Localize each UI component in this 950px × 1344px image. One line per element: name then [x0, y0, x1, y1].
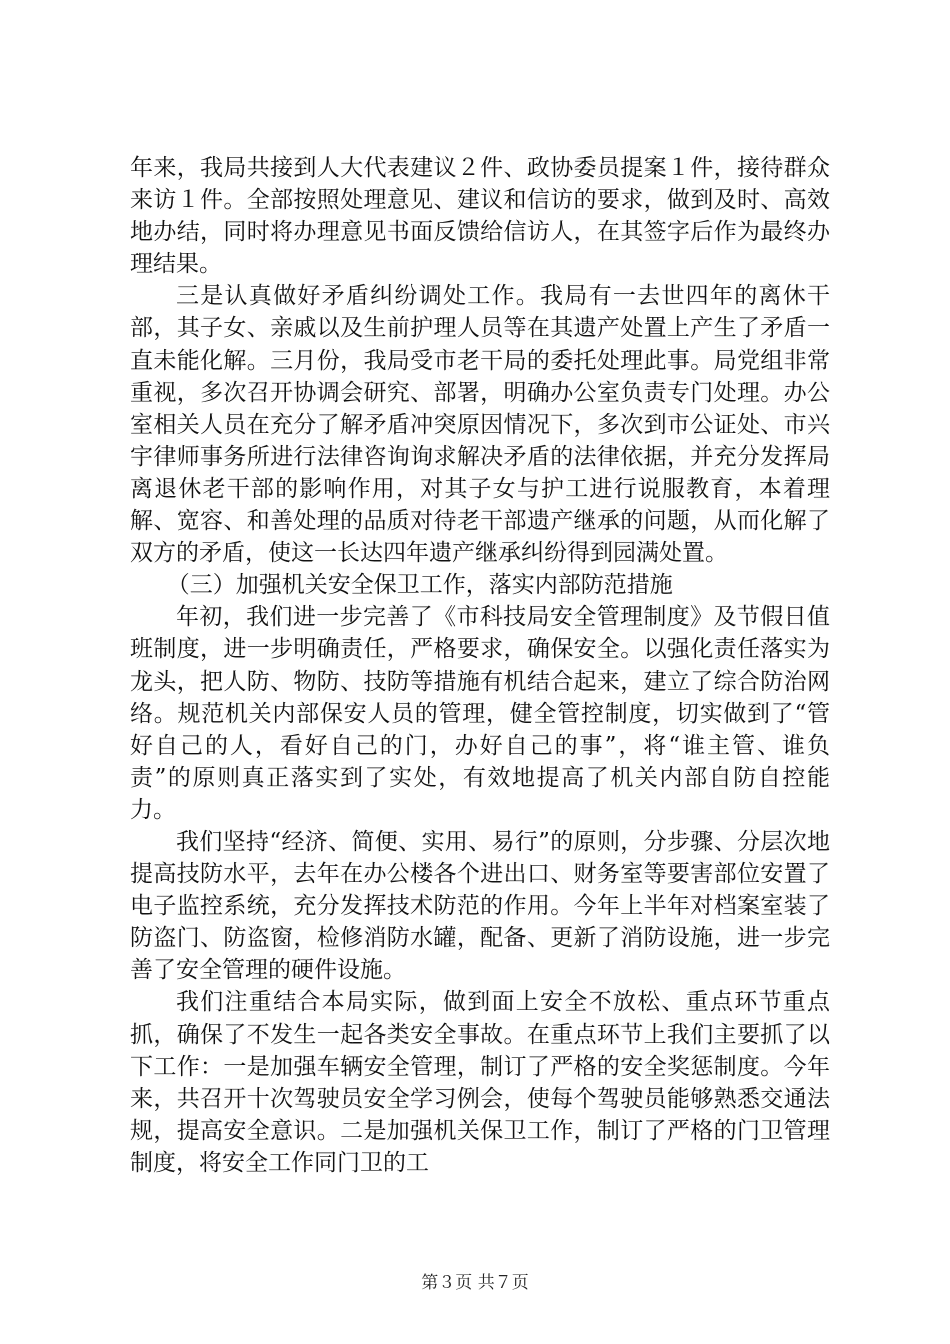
- paragraph-4: 我们坚持“经济、简便、实用、易行”的原则，分步骤、分层次地提高技防水平，去年在办公楼各个进出口、财务室等要害部位安置了电子监控系统，充分发挥技术防范的作用。今年上半年对档案室装了防盗门、防盗窗，检修消防水罐，配备、更新了消防设施，进一步完善了安全管理的硬件设施。: [130, 828, 830, 984]
- paragraph-3: 年初，我们进一步完善了《市科技局安全管理制度》及节假日值班制度，进一步明确责任，严格要求，确保安全。以强化责任落实为龙头，把人防、物防、技防等措施有机结合起来，建立了综合防治网络。规范机关内部保安人员的管理，健全管控制度，切实做到了“管好自己的人，看好自己的门，办好自己的事”，将“谁主管、谁负责”的原则真正落实到了实处，有效地提高了机关内部自防自控能力。: [130, 604, 830, 823]
- section-heading: （三）加强机关安全保卫工作，落实内部防范措施: [166, 572, 673, 599]
- paragraph-2: 三是认真做好矛盾纠纷调处工作。我局有一去世四年的离休干部，其子女、亲戚以及生前护理人员等在其遗产处置上产生了矛盾一直未能化解。三月份，我局受市老干局的委托处理此事。局党组非常重视，多次召开协调会研究、部署，明确办公室负责专门处理。办公室相关人员在充分了解矛盾冲突原因情况下，多次到市公证处、市兴宇律师事务所进行法律咨询询求解决矛盾的法律依据，并充分发挥局离退休老干部的影响作用，对其子女与护工进行说服教育，本着理解、宽容、和善处理的品质对待老干部遗产继承的问题，从而化解了双方的矛盾，使这一长达四年遗产继承纠纷得到园满处置。: [130, 283, 830, 567]
- paragraph-1: 年来，我局共接到人大代表建议２件、政协委员提案１件，接待群众来访１件。全部按照处理意见、建议和信访的要求，做到及时、高效地办结，同时将办理意见书面反馈给信访人，在其签字后作为最终办理结果。: [130, 155, 830, 278]
- page-footer: 第３页 共７页: [421, 1273, 529, 1293]
- document-body: [130, 152, 830, 1179]
- paragraph-5: 我们注重结合本局实际，做到面上安全不放松、重点环节重点抓，确保了不发生一起各类安全事故。在重点环节上我们主要抓了以下工作：一是加强车辆安全管理，制订了严格的安全奖惩制度。今年来，共召开十次驾驶员安全学习例会，使每个驾驶员能够熟悉交通法规，提高安全意识。二是加强机关保卫工作，制订了严格的门卫管理制度，将安全工作同门卫的工: [130, 989, 830, 1176]
